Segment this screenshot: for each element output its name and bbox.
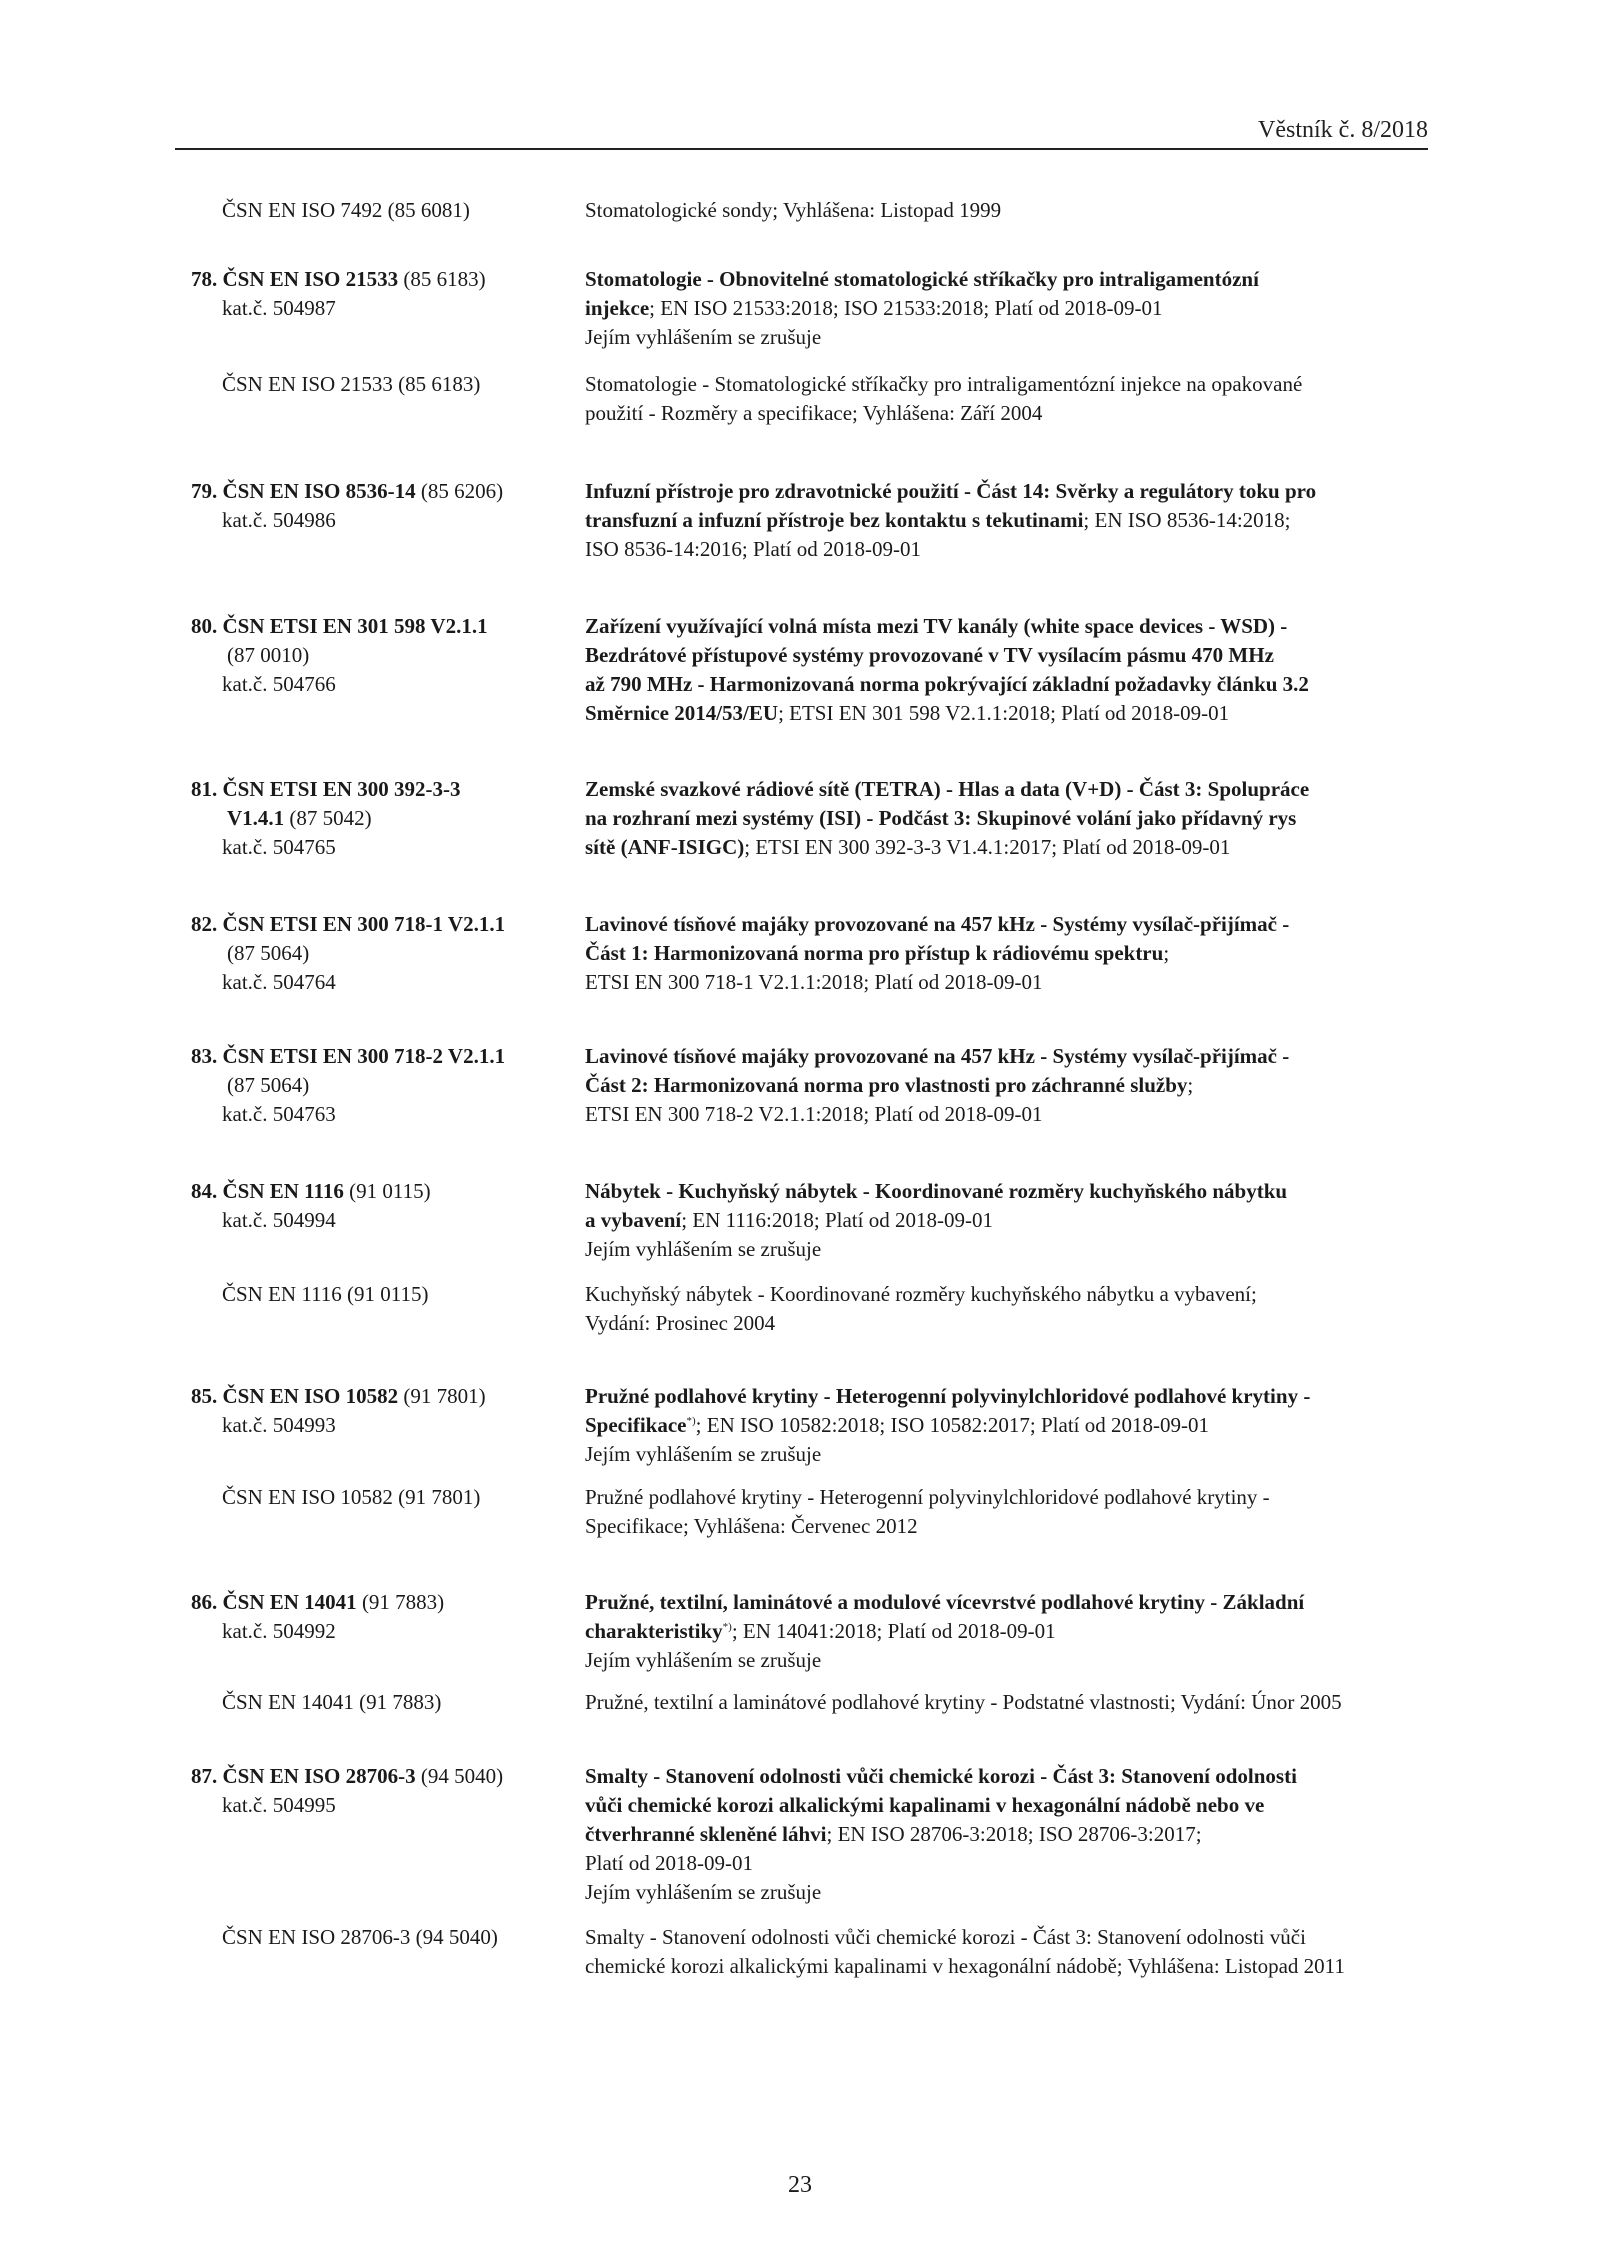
standard-title [585, 1688, 1445, 1717]
standard-title [585, 1923, 1445, 1981]
text-fragment: Jejím vyhlášením se zrušuje [585, 1237, 822, 1261]
text-line [191, 612, 581, 641]
text-fragment: Pružné podlahové krytiny - Heterogenní polyvinylchloridové podlahové krytiny - [585, 1384, 1311, 1408]
standard-code [222, 1483, 612, 1512]
standard-title [585, 910, 1445, 997]
text-fragment: Vydání: Prosinec 2004 [585, 1311, 776, 1335]
standard-code [191, 1762, 581, 1820]
text-fragment: charakteristiky [585, 1619, 723, 1643]
text-line [585, 1588, 1445, 1617]
page-number: 23 [788, 2172, 812, 2198]
standard-code [191, 612, 581, 699]
text-line [191, 775, 581, 804]
text-fragment: ; EN ISO 21533:2018; ISO 21533:2018; Platí od 2018-09-01 [649, 296, 1163, 320]
text-fragment: Část 1: Harmonizovaná norma pro přístup k rádiovému spektru [585, 941, 1164, 965]
standard-title [585, 775, 1445, 862]
text-fragment: 85. [191, 1384, 218, 1408]
text-line [191, 1042, 581, 1071]
text-fragment: Pružné podlahové krytiny - Heterogenní polyvinylchloridové podlahové krytiny - [585, 1485, 1270, 1509]
text-fragment: použití - Rozměry a specifikace; Vyhlášena: Září 2004 [585, 401, 1043, 425]
text-fragment: ČSN EN 14041 [222, 1590, 357, 1614]
text-fragment: (91 7801) [403, 1384, 486, 1408]
text-fragment: (85 6206) [420, 479, 504, 503]
text-line [585, 1820, 1445, 1849]
text-fragment: chemické korozi alkalickými kapalinami v hexagonální nádobě; Vyhlášena: Listopad 2011 [585, 1954, 1345, 1978]
text-line [585, 265, 1445, 294]
text-fragment: (87 5064) [227, 1073, 310, 1097]
text-fragment: ČSN ETSI EN 300 718-1 V2.1.1 [222, 912, 506, 936]
text-line [585, 641, 1445, 670]
standard-code [191, 910, 581, 997]
text-fragment: ČSN EN 1116 (91 0115) [222, 1282, 429, 1306]
standard-code [222, 1923, 612, 1952]
text-line [585, 939, 1445, 968]
standard-title [585, 1382, 1445, 1469]
text-fragment: *) [686, 1415, 696, 1427]
standard-code [222, 1280, 612, 1309]
text-fragment: ; [1187, 1073, 1194, 1097]
text-fragment: kat.č. 504992 [222, 1619, 336, 1643]
text-fragment: na rozhraní mezi systémy (ISI) - Podčást 3: Skupinové volání jako přídavný rys [585, 806, 1297, 830]
standard-title [585, 477, 1445, 564]
text-fragment: 83. [191, 1044, 218, 1068]
text-fragment: ČSN EN ISO 8536-14 [222, 479, 416, 503]
text-fragment: injekce [585, 296, 650, 320]
text-line [191, 1177, 581, 1206]
text-fragment: Stomatologie - Obnovitelné stomatologické stříkačky pro intraligamentózní [585, 267, 1259, 291]
text-fragment: ISO 8536-14:2016; Platí od 2018-09-01 [585, 537, 921, 561]
text-line [191, 265, 581, 294]
text-fragment: Jejím vyhlášením se zrušuje [585, 1880, 822, 1904]
text-fragment: ; ETSI EN 300 392-3-3 V1.4.1:2017; Platí od 2018-09-01 [744, 835, 1231, 859]
text-fragment: až 790 MHz - Harmonizovaná norma pokrývající základní požadavky článku 3.2 [585, 672, 1309, 696]
standard-code [191, 1382, 581, 1440]
text-fragment: ČSN EN 14041 (91 7883) [222, 1690, 442, 1714]
text-fragment: Smalty - Stanovení odolnosti vůči chemické korozi - Část 3: Stanovení odolnosti vůči [585, 1925, 1306, 1949]
text-fragment: Jejím vyhlášením se zrušuje [585, 1648, 822, 1672]
text-line [191, 477, 581, 506]
text-fragment: ČSN EN ISO 7492 (85 6081) [222, 198, 470, 222]
text-fragment: kat.č. 504987 [222, 296, 336, 320]
text-fragment: vůči chemické korozi alkalickými kapalinami v hexagonální nádobě nebo ve [585, 1793, 1265, 1817]
text-fragment: Bezdrátové přístupové systémy provozované v TV vysílacím pásmu 470 MHz [585, 643, 1274, 667]
text-fragment: Nábytek - Kuchyňský nábytek - Koordinované rozměry kuchyňského nábytku [585, 1179, 1288, 1203]
text-line [585, 1177, 1445, 1206]
text-fragment: ČSN ETSI EN 300 392-3-3 [222, 777, 461, 801]
text-fragment: ČSN EN ISO 28706-3 (94 5040) [222, 1925, 498, 1949]
text-fragment: Smalty - Stanovení odolnosti vůči chemické korozi - Část 3: Stanovení odolnosti [585, 1764, 1297, 1788]
text-fragment: a vybavení [585, 1208, 682, 1232]
text-fragment: ; [1163, 941, 1170, 965]
text-fragment: (85 6183) [403, 267, 486, 291]
standard-title [585, 1280, 1445, 1338]
text-fragment: 79. [191, 479, 218, 503]
text-fragment: sítě (ANF-ISIGC) [585, 835, 745, 859]
text-fragment: kat.č. 504766 [222, 672, 336, 696]
standard-code [191, 1177, 581, 1235]
text-line [191, 804, 581, 833]
text-fragment: ČSN EN ISO 10582 (91 7801) [222, 1485, 481, 1509]
text-fragment: Část 2: Harmonizovaná norma pro vlastnosti pro záchranné služby [585, 1073, 1188, 1097]
text-line [585, 1206, 1445, 1235]
text-line [585, 1411, 1445, 1440]
text-line [191, 1762, 581, 1791]
text-fragment: Zemské svazkové rádiové sítě (TETRA) - Hlas a data (V+D) - Část 3: Spolupráce [585, 777, 1310, 801]
text-fragment: (94 5040) [420, 1764, 504, 1788]
text-fragment: ; EN 14041:2018; Platí od 2018-09-01 [731, 1619, 1056, 1643]
text-line [585, 699, 1445, 728]
text-fragment: Kuchyňský nábytek - Koordinované rozměry kuchyňského nábytku a vybavení; [585, 1282, 1257, 1306]
text-fragment: ČSN ETSI EN 300 718-2 V2.1.1 [222, 1044, 506, 1068]
text-line [191, 910, 581, 939]
text-fragment: (91 0115) [349, 1179, 431, 1203]
text-fragment: ČSN EN ISO 10582 [222, 1384, 399, 1408]
text-fragment: Stomatologie - Stomatologické stříkačky pro intraligamentózní injekce na opakované [585, 372, 1303, 396]
text-fragment: Pružné, textilní a laminátové podlahové krytiny - Podstatné vlastnosti; Vydání: Únor 2005 [585, 1690, 1342, 1714]
text-fragment: 80. [191, 614, 218, 638]
text-line [585, 1071, 1445, 1100]
text-fragment: ČSN EN ISO 21533 (85 6183) [222, 372, 481, 396]
standard-title [585, 612, 1445, 728]
text-fragment: ETSI EN 300 718-1 V2.1.1:2018; Platí od 2018-09-01 [585, 970, 1043, 994]
text-fragment: (87 0010) [227, 643, 310, 667]
text-fragment: Lavinové tísňové majáky provozované na 457 kHz - Systémy vysílač-přijímač - [585, 912, 1290, 936]
text-fragment: ; EN ISO 10582:2018; ISO 10582:2017; Platí od 2018-09-01 [695, 1413, 1209, 1437]
text-fragment: Směrnice 2014/53/EU [585, 701, 779, 725]
text-line [585, 670, 1445, 699]
text-line [585, 1791, 1445, 1820]
text-fragment: Platí od 2018-09-01 [585, 1851, 753, 1875]
text-line [585, 1382, 1445, 1411]
standard-code [222, 370, 612, 399]
page-header [175, 108, 1428, 150]
text-fragment: *) [722, 1621, 732, 1633]
text-fragment: ; EN ISO 8536-14:2018; [1083, 508, 1291, 532]
standard-title [585, 196, 1445, 225]
text-fragment: Jejím vyhlášením se zrušuje [585, 1442, 822, 1466]
text-fragment: kat.č. 504765 [222, 835, 336, 859]
text-fragment: 78. [191, 267, 218, 291]
text-line [585, 833, 1445, 862]
text-fragment: ETSI EN 300 718-2 V2.1.1:2018; Platí od 2018-09-01 [585, 1102, 1043, 1126]
text-fragment: ČSN EN ISO 28706-3 [222, 1764, 416, 1788]
text-fragment: kat.č. 504994 [222, 1208, 336, 1232]
text-fragment: kat.č. 504986 [222, 508, 336, 532]
text-fragment: transfuzní a infuzní přístroje bez kontaktu s tekutinami [585, 508, 1084, 532]
text-fragment: ČSN ETSI EN 301 598 V2.1.1 [222, 614, 488, 638]
text-line [585, 1617, 1445, 1646]
text-fragment: kat.č. 504995 [222, 1793, 336, 1817]
standard-title [585, 265, 1445, 352]
standard-title [585, 1483, 1445, 1541]
text-fragment: 84. [191, 1179, 218, 1203]
standard-code [222, 196, 612, 225]
text-fragment: Stomatologické sondy; Vyhlášena: Listopad 1999 [585, 198, 1002, 222]
text-fragment: Pružné, textilní, laminátové a modulové vícevrstvé podlahové krytiny - Základní [585, 1590, 1305, 1614]
text-fragment: 82. [191, 912, 218, 936]
standard-title [585, 370, 1445, 428]
text-fragment: (91 7883) [361, 1590, 445, 1614]
text-fragment: Specifikace [585, 1413, 687, 1437]
standard-code [191, 1588, 581, 1646]
text-fragment: kat.č. 504993 [222, 1413, 336, 1437]
text-fragment: 86. [191, 1590, 218, 1614]
standard-title [585, 1177, 1445, 1264]
text-fragment: Jejím vyhlášením se zrušuje [585, 325, 822, 349]
text-fragment: čtverhranné skleněné láhvi [585, 1822, 827, 1846]
text-fragment: ; EN 1116:2018; Platí od 2018-09-01 [681, 1208, 993, 1232]
text-fragment: (87 5042) [289, 806, 372, 830]
text-line [585, 1762, 1445, 1791]
standard-code [191, 265, 581, 323]
text-line [585, 612, 1445, 641]
text-fragment: Infuzní přístroje pro zdravotnické použití - Část 14: Svěrky a regulátory toku pro [585, 479, 1317, 503]
text-line [585, 506, 1445, 535]
text-line [585, 775, 1445, 804]
text-fragment: kat.č. 504763 [222, 1102, 336, 1126]
text-fragment: (87 5064) [227, 941, 310, 965]
bulletin-title: Věstník č. 8/2018 [1258, 117, 1428, 143]
text-fragment: Zařízení využívající volná místa mezi TV kanály (white space devices - WSD) - [585, 614, 1288, 638]
text-fragment: 87. [191, 1764, 218, 1788]
standard-title [585, 1588, 1445, 1675]
standard-code [191, 1042, 581, 1129]
text-fragment: Lavinové tísňové majáky provozované na 457 kHz - Systémy vysílač-přijímač - [585, 1044, 1290, 1068]
text-line [585, 1042, 1445, 1071]
text-line [585, 804, 1445, 833]
text-fragment: ; ETSI EN 301 598 V2.1.1:2018; Platí od 2018-09-01 [778, 701, 1230, 725]
text-fragment: ; EN ISO 28706-3:2018; ISO 28706-3:2017; [826, 1822, 1202, 1846]
standard-code [191, 477, 581, 535]
text-fragment: ČSN EN 1116 [222, 1179, 344, 1203]
text-fragment: kat.č. 504764 [222, 970, 336, 994]
standard-title [585, 1762, 1445, 1907]
text-line [191, 1588, 581, 1617]
text-line [585, 477, 1445, 506]
standard-code [222, 1688, 612, 1717]
text-line [585, 910, 1445, 939]
text-fragment: ČSN EN ISO 21533 [222, 267, 399, 291]
text-line [191, 1382, 581, 1411]
text-line [585, 294, 1445, 323]
standard-code [191, 775, 581, 862]
text-fragment: Specifikace; Vyhlášena: Červenec 2012 [585, 1514, 918, 1538]
text-fragment: V1.4.1 [227, 806, 285, 830]
text-fragment: 81. [191, 777, 218, 801]
standard-title [585, 1042, 1445, 1129]
